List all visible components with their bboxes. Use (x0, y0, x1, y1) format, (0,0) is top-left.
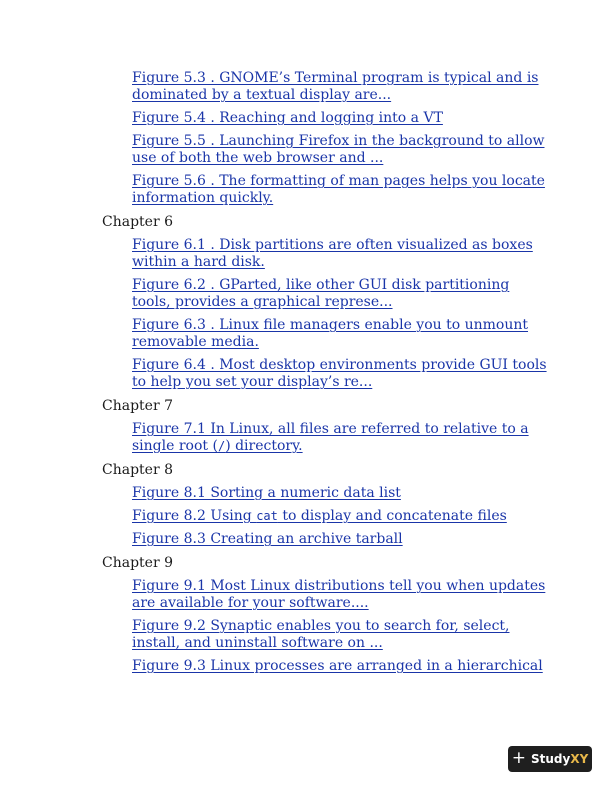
chapter-heading: Chapter 8 (102, 462, 173, 478)
figure-link[interactable]: Figure 6.3 . Linux file managers enable you to unmount removable media. (132, 317, 529, 350)
link-text: Figure 7.1 In Linux, all files are referred to relative to a single root ( (132, 421, 529, 454)
figure-link[interactable]: Figure 8.3 Creating an archive tarball (132, 531, 403, 547)
link-text: to display and concatenate files (277, 508, 507, 524)
figure-list (102, 70, 552, 681)
link-text: ) directory. (225, 438, 303, 454)
chapter-heading: Chapter 9 (102, 555, 173, 571)
figure-link[interactable]: Figure 9.2 Synaptic enables you to search for, select, install, and uninstall software on ... (132, 618, 510, 651)
figure-link[interactable]: Figure 5.3 . GNOME’s Terminal program is typical and is dominated by a textual display are... (132, 70, 539, 103)
figure-link[interactable]: Figure 9.3 Linux processes are arranged in a hierarchical (132, 658, 543, 674)
link-text: Figure 8.2 Using (132, 508, 257, 524)
chapter-heading: Chapter 7 (102, 398, 173, 414)
figure-link[interactable] (132, 421, 552, 455)
figure-link[interactable]: Figure 5.6 . The formatting of man pages helps you locate information quickly. (132, 173, 545, 206)
plus-icon: + (511, 747, 526, 768)
figure-link[interactable] (132, 508, 552, 525)
inline-code: cat (256, 509, 278, 523)
figure-link[interactable]: Figure 8.1 Sorting a numeric data list (132, 485, 401, 501)
inline-code: / (217, 439, 226, 453)
figure-link[interactable]: Figure 6.1 . Disk partitions are often visualized as boxes within a hard disk. (132, 237, 533, 270)
figure-link[interactable]: Figure 6.2 . GParted, like other GUI disk partitioning tools, provides a graphical represe... (132, 277, 510, 310)
brand-name: StudyXY (530, 752, 589, 766)
figure-link[interactable]: Figure 9.1 Most Linux distributions tell you when updates are available for your software.... (132, 578, 546, 611)
figure-link[interactable]: Figure 5.5 . Launching Firefox in the background to allow use of both the web browser and ... (132, 133, 545, 166)
studyxy-badge[interactable] (508, 746, 592, 772)
chapter-heading: Chapter 6 (102, 214, 173, 230)
figure-link[interactable]: Figure 6.4 . Most desktop environments provide GUI tools to help you set your display’s re... (132, 357, 547, 390)
figure-link[interactable]: Figure 5.4 . Reaching and logging into a VT (132, 110, 443, 126)
